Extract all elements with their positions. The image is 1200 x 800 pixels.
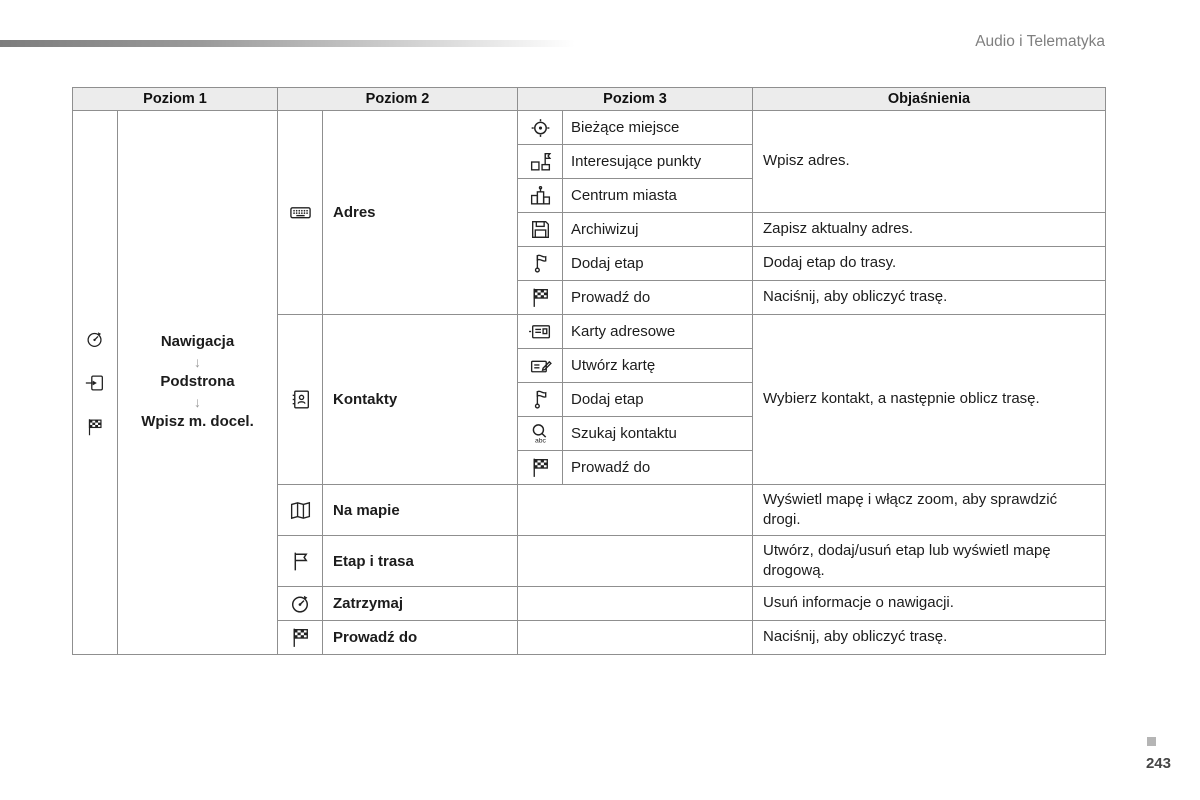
explanation-text: Naciśnij, aby obliczyć trasę. <box>753 621 1106 655</box>
current-location-icon <box>528 115 553 140</box>
menu-item-etap-i-trasa: Etap i trasa <box>323 536 518 587</box>
level3-icon-cell <box>518 213 563 247</box>
level3-icon-cell <box>518 383 563 417</box>
menu-item-label: Dodaj etap <box>563 247 753 281</box>
column-header-poziom1: Poziom 1 <box>73 88 278 111</box>
explanation-text: Dodaj etap do trasy. <box>753 247 1106 281</box>
empty-cell <box>518 536 753 587</box>
level3-icon-cell <box>518 451 563 485</box>
compass-icon <box>84 328 106 350</box>
level3-icon-cell <box>518 111 563 145</box>
create-card-icon <box>528 353 553 378</box>
level2-icon-cell <box>278 536 323 587</box>
keyboard-icon <box>288 200 313 225</box>
explanation-text: Usuń informacje o nawigacji. <box>753 587 1106 621</box>
explanation-text: Wpisz adres. <box>753 111 1106 213</box>
empty-cell <box>518 485 753 536</box>
menu-item-label: Karty adresowe <box>563 315 753 349</box>
level1-icon-cell <box>73 111 118 655</box>
menu-item-label: Utwórz kartę <box>563 349 753 383</box>
column-header-poziom3: Poziom 3 <box>518 88 753 111</box>
level2-icon-cell <box>278 621 323 655</box>
decorative-rule <box>0 40 575 47</box>
checkered-flag-icon <box>288 625 313 650</box>
level1-step: Nawigacja <box>160 332 235 350</box>
map-icon <box>288 498 313 523</box>
level3-icon-cell <box>518 247 563 281</box>
explanation-text: Zapisz aktualny adres. <box>753 213 1106 247</box>
level1-path-cell <box>118 111 278 655</box>
level2-icon-cell <box>278 315 323 485</box>
table-header-row <box>73 88 1106 111</box>
menu-item-label: Prowadź do <box>563 451 753 485</box>
level1-step: Wpisz m. docel. <box>141 413 254 431</box>
page-number: 243 <box>1145 755 1171 772</box>
menu-item-na-mapie: Na mapie <box>323 485 518 536</box>
menu-item-label: Interesujące punkty <box>563 145 753 179</box>
flag-icon <box>288 549 313 574</box>
checkered-flag-icon <box>528 455 553 480</box>
level3-icon-cell <box>518 315 563 349</box>
contacts-icon <box>288 387 313 412</box>
nav-menu-table <box>72 87 1106 655</box>
empty-cell <box>518 587 753 621</box>
menu-item-label: Dodaj etap <box>563 383 753 417</box>
level3-icon-cell <box>518 179 563 213</box>
column-header-objasnienia: Objaśnienia <box>753 88 1106 111</box>
down-arrow-icon: ↓ <box>194 393 201 410</box>
checkered-flag-icon <box>84 416 106 438</box>
menu-item-label: Szukaj kontaktu <box>563 417 753 451</box>
subpage-icon <box>84 372 106 394</box>
menu-item-kontakty: Kontakty <box>323 315 518 485</box>
search-contact-icon <box>528 421 553 446</box>
menu-item-label: Archiwizuj <box>563 213 753 247</box>
explanation-text: Naciśnij, aby obliczyć trasę. <box>753 281 1106 315</box>
level3-icon-cell <box>518 417 563 451</box>
level2-icon-cell <box>278 587 323 621</box>
level1-step: Podstrona <box>160 373 235 391</box>
stage-icon <box>528 251 553 276</box>
level2-icon-cell <box>278 485 323 536</box>
footer-square-marker <box>1147 737 1156 746</box>
checkered-flag-icon <box>528 285 553 310</box>
menu-item-zatrzymaj: Zatrzymaj <box>323 587 518 621</box>
poi-icon <box>528 149 553 174</box>
city-center-icon <box>528 183 553 208</box>
address-card-icon <box>528 319 553 344</box>
menu-item-adres: Adres <box>323 111 518 315</box>
level3-icon-cell <box>518 281 563 315</box>
menu-item-label: Prowadź do <box>563 281 753 315</box>
explanation-text: Wyświetl mapę i włącz zoom, aby sprawdzić drogi. <box>753 485 1106 536</box>
explanation-text: Wybierz kontakt, a następnie oblicz trasę. <box>753 315 1106 485</box>
level3-icon-cell <box>518 349 563 383</box>
chapter-title: Audio i Telematyka <box>975 33 1105 50</box>
compass-icon <box>288 591 313 616</box>
column-header-poziom2: Poziom 2 <box>278 88 518 111</box>
table-row <box>73 111 1106 145</box>
level3-icon-cell <box>518 145 563 179</box>
menu-item-prowadz-do: Prowadź do <box>323 621 518 655</box>
menu-item-label: Centrum miasta <box>563 179 753 213</box>
empty-cell <box>518 621 753 655</box>
menu-item-label: Bieżące miejsce <box>563 111 753 145</box>
down-arrow-icon: ↓ <box>194 353 201 370</box>
level2-icon-cell <box>278 111 323 315</box>
explanation-text: Utwórz, dodaj/usuń etap lub wyświetl mapę drogową. <box>753 536 1106 587</box>
stage-icon <box>528 387 553 412</box>
save-icon <box>528 217 553 242</box>
